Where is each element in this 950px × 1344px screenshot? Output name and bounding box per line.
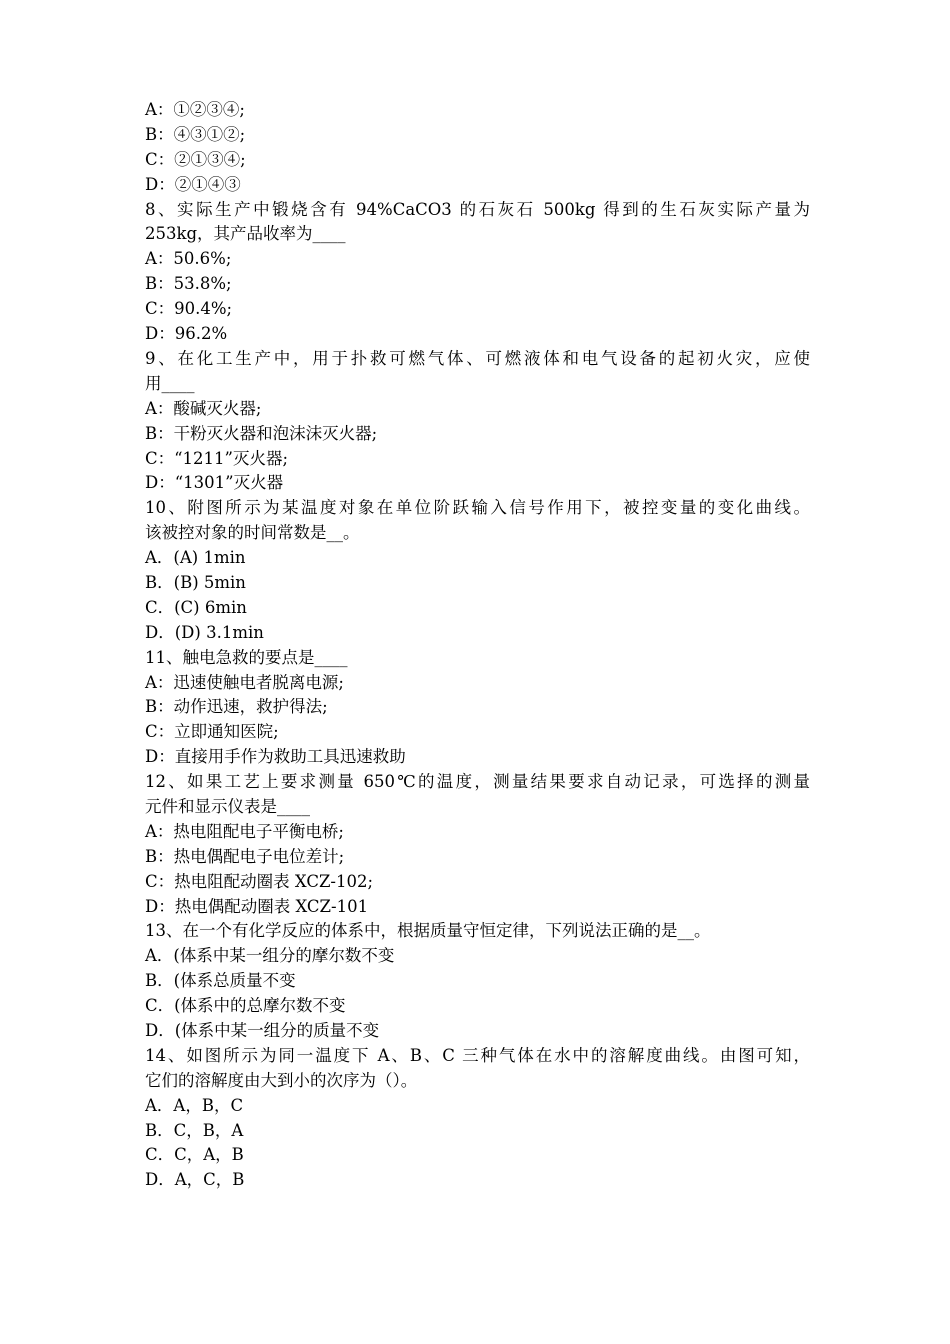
option-line: B：动作迅速，救护得法; — [145, 697, 328, 717]
question-list — [145, 98, 810, 1193]
question-11-text: 11、触电急救的要点是____ — [145, 647, 348, 667]
question-12-text-cont: 元件和显示仪表是____ — [145, 797, 310, 816]
question-10-text-cont: 该被控对象的时间常数是__。 — [145, 523, 360, 543]
option-line: B：④③①②; — [145, 124, 246, 144]
question-14-text: 14、如图所示为同一温度下 A、B、C 三种气体在水中的溶解度曲线。由图可知， — [145, 1045, 810, 1065]
option-line: A．A，B，C — [145, 1095, 244, 1115]
option-line: C：热电阻配动圈表 XCZ-102; — [145, 871, 374, 891]
option-line: C：90.4%; — [145, 299, 233, 319]
question-12-text: 12、如果工艺上要求测量 650℃的温度，测量结果要求自动记录，可选择的测量 — [145, 772, 810, 792]
option-line: C．(体系中的总摩尔数不变 — [145, 996, 346, 1016]
option-line: C：②①③④; — [145, 149, 246, 169]
option-line: D：热电偶配动圈表 XCZ-101 — [145, 896, 369, 916]
question-9-text: 9、在化工生产中，用于扑救可燃气体、可燃液体和电气设备的起初火灾，应使 — [145, 348, 810, 368]
option-line: C：“1211”灭火器; — [145, 448, 289, 468]
option-line: C．(C) 6min — [145, 597, 247, 617]
option-line: A．(体系中某一组分的摩尔数不变 — [145, 946, 395, 966]
option-line: A：迅速使触电者脱离电源; — [145, 672, 344, 692]
question-8-text: 8、实际生产中锻烧含有 94%CaCO3 的石灰石 500kg 得到的生石灰实际产量为 — [145, 199, 810, 219]
question-9-text-cont: 用____ — [145, 373, 195, 393]
option-line: C：立即通知医院; — [145, 722, 279, 742]
option-line: A：①②③④; — [145, 100, 245, 119]
option-line: A：酸碱灭火器; — [145, 398, 262, 418]
option-line: B．(B) 5min — [145, 572, 246, 592]
option-line: D：②①④③ — [145, 174, 241, 194]
question-10-text: 10、附图所示为某温度对象在单位阶跃输入信号作用下，被控变量的变化曲线。 — [145, 498, 810, 518]
option-line: D．A，C，B — [145, 1170, 245, 1190]
option-line: D：“1301”灭火器 — [145, 473, 284, 493]
option-line: D：直接用手作为救助工具迅速救助 — [145, 747, 406, 767]
option-line: A：热电阻配电子平衡电桥; — [145, 821, 344, 841]
option-line: D．(体系中某一组分的质量不变 — [145, 1021, 380, 1041]
option-line: B：53.8%; — [145, 274, 232, 294]
question-8-text-cont: 253kg，其产品收率为____ — [145, 224, 346, 244]
option-line: A．(A) 1min — [145, 548, 246, 568]
option-line: D：96.2% — [145, 324, 228, 344]
question-14-text-cont: 它们的溶解度由大到小的次序为（）。 — [145, 1070, 418, 1090]
option-line: B：热电偶配电子电位差计; — [145, 846, 345, 866]
option-line: C．C，A，B — [145, 1145, 244, 1165]
option-line: A：50.6%; — [145, 249, 232, 269]
option-line: B．(体系总质量不变 — [145, 971, 296, 991]
option-line: B：干粉灭火器和泡沫沫灭火器; — [145, 423, 378, 443]
question-13-text: 13、在一个有化学反应的体系中，根据质量守恒定律，下列说法正确的是__。 — [145, 921, 711, 941]
option-line: B．C，B，A — [145, 1120, 244, 1140]
option-line: D．(D) 3.1min — [145, 622, 264, 642]
